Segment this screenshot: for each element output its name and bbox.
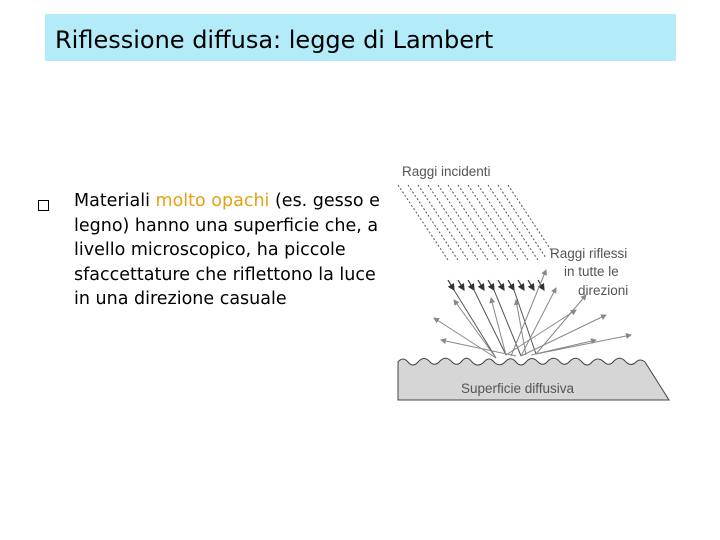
bullet-text xyxy=(74,189,384,312)
surface-label: Superficie diffusiva xyxy=(461,381,575,396)
title-bar xyxy=(45,14,676,61)
reflected-rays-label-line2: in tutte le xyxy=(564,264,619,279)
incident-rays-label: Raggi incidenti xyxy=(402,164,491,179)
diffuse-reflection-figure xyxy=(396,150,672,405)
bullet-text-start: Materiali xyxy=(74,191,156,211)
slide-title: Riflessione diffusa: legge di Lambert xyxy=(55,26,494,54)
bullet-text-end: (es. gesso e legno) hanno una superficie che, a livello microscopico, ha piccole sfaccettature che riflettono la luce in una direzione casuale xyxy=(74,191,380,309)
reflected-rays-label-line3: direzioni xyxy=(578,283,629,298)
bullet-square-icon xyxy=(38,200,49,211)
reflected-rays-label-line1: Raggi riflessi xyxy=(550,246,628,261)
highlighted-term: molto opachi xyxy=(155,191,270,211)
